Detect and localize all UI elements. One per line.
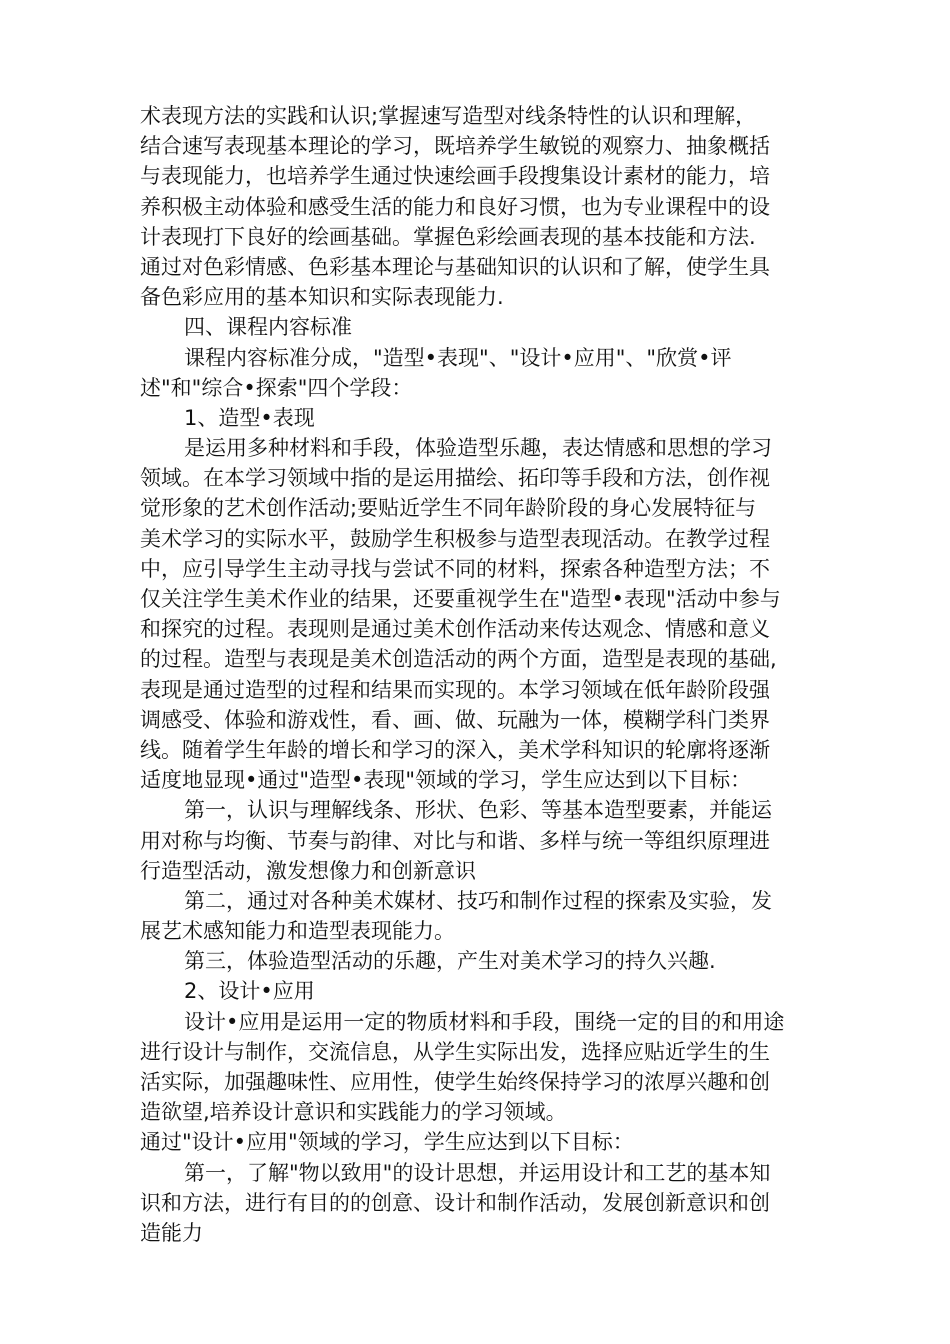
text-line: 适度地显现•通过"造型•表现"领域的学习，学生应达到以下目标： [140, 768, 752, 793]
text-line: 四、课程内容标准 [184, 315, 352, 340]
text-line: 术表现方法的实践和认识;掌握速写造型对线条特性的认识和理解， [140, 104, 757, 128]
text-line: 调感受、体验和游戏性，看、画、做、玩融为一体，模糊学科门类界 [140, 707, 770, 732]
text-line: 进行设计与制作，交流信息，从学生实际出发，选择应贴近学生的生 [140, 1039, 770, 1064]
text-line: 通过对色彩情感、色彩基本理论与基础知识的认识和了解，使学生具 [140, 254, 770, 279]
text-line: 与表现能力，也培养学生通过快速绘画手段搜集设计素材的能力，培 [140, 164, 770, 189]
text-line: 设计•应用是运用一定的物质材料和手段，围绕一定的目的和用途 [184, 1009, 785, 1034]
text-line: 1、造型•表现 [184, 405, 315, 430]
text-line: 结合速写表现基本理论的学习，既培养学生敏锐的观察力、抽象概括 [140, 134, 770, 159]
text-line: 2、设计•应用 [184, 979, 315, 1004]
text-line: 仅关注学生美术作业的结果，还要重视学生在"造型•表现"活动中参与 [140, 587, 781, 611]
text-line: 是运用多种材料和手段，体验造型乐趣，表达情感和思想的学习 [184, 436, 772, 461]
text-line: 课程内容标准分成，"造型•表现"、"设计•应用"、"欣赏•评 [184, 345, 732, 370]
text-line: 中，应引导学生主动寻找与尝试不同的材料，探索各种造型方法；不 [140, 556, 770, 581]
text-line: 线。随着学生年龄的增长和学习的深入，美术学科知识的轮廓将逐渐 [140, 737, 770, 762]
text-line: 造能力 [140, 1220, 203, 1245]
text-line: 第一，了解"物以致用"的设计思想，并运用设计和工艺的基本知 [184, 1160, 771, 1185]
text-line: 述"和"综合•探索"四个学段： [140, 375, 413, 400]
text-line: 备色彩应用的基本知识和实际表现能力. [140, 285, 504, 310]
text-line: 行造型活动，激发想像力和创新意识 [140, 858, 476, 883]
text-line: 第三，体验造型活动的乐趣，产生对美术学习的持久兴趣. [184, 949, 716, 974]
text-line: 领域。在本学习领域中指的是运用描绘、拓印等手段和方法，创作视 [140, 466, 770, 491]
text-line: 活实际，加强趣味性、应用性，使学生始终保持学习的浓厚兴趣和创 [140, 1070, 770, 1094]
text-line: 美术学习的实际水平，鼓励学生积极参与造型表现活动。在教学过程 [140, 526, 770, 551]
text-line: 用对称与均衡、节奏与韵律、对比与和谐、多样与统一等组织原理进 [140, 828, 770, 853]
text-line: 表现是通过造型的过程和结果而实现的。本学习领域在低年龄阶段强 [140, 677, 770, 702]
text-line: 养积极主动体验和感受生活的能力和良好习惯，也为专业课程中的设 [140, 194, 770, 219]
text-line: 展艺术感知能力和造型表现能力。 [140, 919, 455, 944]
text-line: 计表现打下良好的绘画基础。掌握色彩绘画表现的基本技能和方法. [140, 224, 756, 249]
text-line: 第一，认识与理解线条、形状、色彩、等基本造型要素，并能运 [184, 798, 772, 823]
text-line: 的过程。造型与表现是美术创造活动的两个方面，造型是表现的基础, [140, 647, 777, 672]
text-line: 造欲望,培养设计意识和实践能力的学习领域。 [140, 1100, 567, 1125]
text-line: 通过"设计•应用"领域的学习，学生应达到以下目标： [140, 1130, 634, 1155]
text-line: 识和方法，进行有目的的创意、设计和制作活动，发展创新意识和创 [140, 1190, 770, 1215]
document-body [140, 101, 830, 1248]
text-line: 第二，通过对各种美术媒材、技巧和制作过程的探索及实验，发 [184, 888, 772, 913]
text-line: 和探究的过程。表现则是通过美术创作活动来传达观念、情感和意义 [140, 617, 770, 642]
text-line: 觉形象的艺术创作活动;要贴近学生不同年龄阶段的身心发展特征与 [140, 496, 757, 521]
